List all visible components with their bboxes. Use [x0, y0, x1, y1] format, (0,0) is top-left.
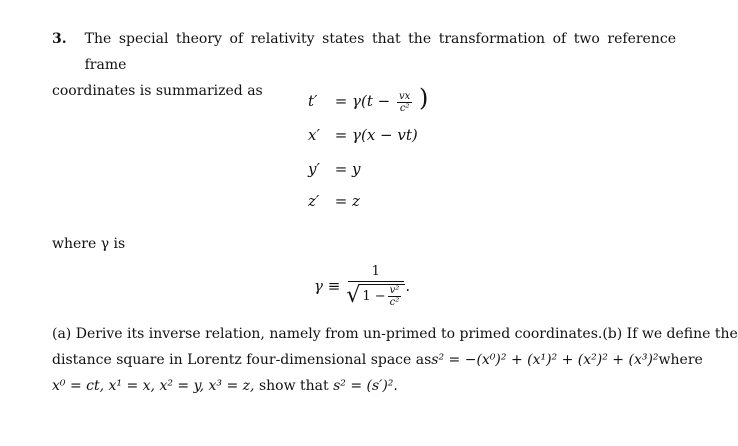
fraction-vx-c2: $\frac{vx}{\text{c²}}$ — [398, 90, 411, 114]
problem-parts: (a) Derive its inverse relation, namely from un-primed to primed coordinates. (b) If we define the distance square in Lorentz four-dimensional space as s² = −(x⁰)² + (x¹)² + (x²)² + (x³)² where x⁰ = ct, x¹ = x, x² = y, x³ = z, show that s² = (s′)². — [52, 321, 676, 399]
sqrt-icon: √ — [346, 283, 361, 308]
intro-line-1: The special theory of relativity states that the transformation of two reference frame — [84, 31, 676, 73]
coordinates-expression: x⁰ = ct, x¹ = x, x² = y, x³ = z, — [52, 378, 255, 394]
equation-z: z′ = z — [308, 192, 360, 210]
equation-t: t′ = γ(t − $\frac{vx}{\text{c²}}$ ) — [308, 84, 429, 114]
equation-x: x′ = γ(x − vt) — [308, 126, 418, 144]
s2-expression: s² = −(x⁰)² + (x¹)² + (x²)² + (x³)² — [431, 352, 659, 368]
part-a-text: (a) Derive its inverse relation, namely from un-primed to primed coordinates. — [52, 326, 603, 342]
gamma-definition: γ ≡ 1 √ 1 − $\frac{\text{v²}}{\text{c²}}$ . — [314, 264, 411, 308]
result-expression: s² = (s′)². — [333, 378, 398, 394]
equation-y: y′ = y — [308, 160, 361, 178]
part-b-start: (b) If we define the — [602, 326, 738, 342]
intro-line-2: coordinates is summarized as — [52, 83, 263, 99]
where-gamma-text: where γ is — [52, 236, 126, 252]
problem-number: 3. — [52, 31, 67, 47]
